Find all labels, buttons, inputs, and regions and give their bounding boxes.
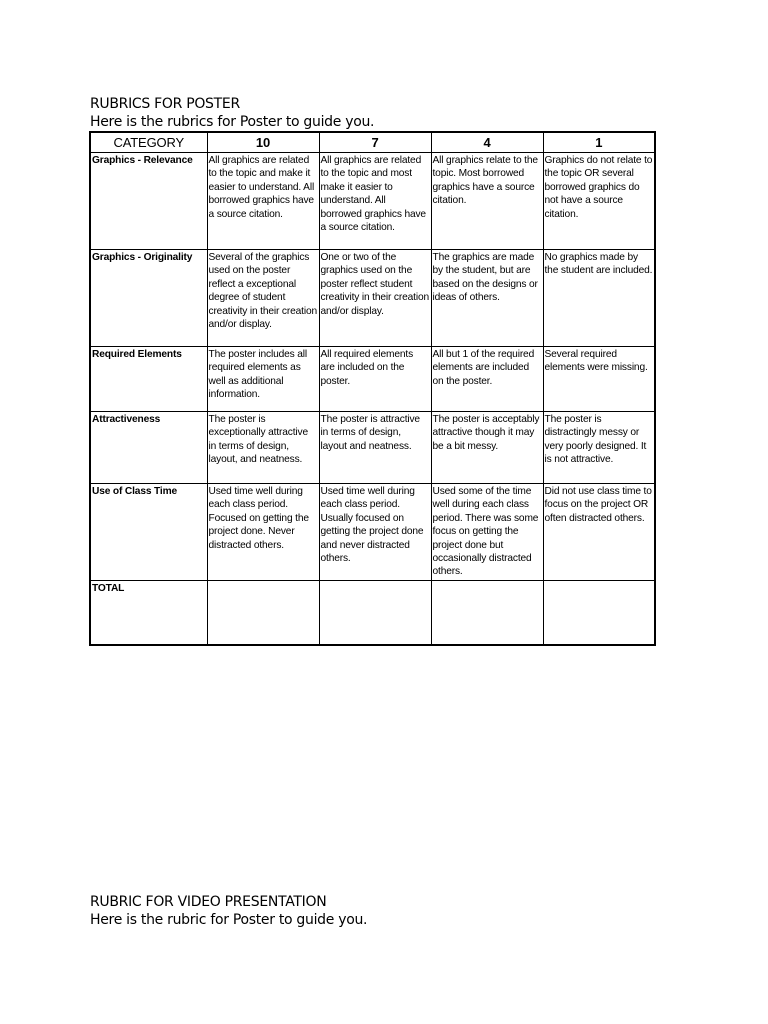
table-cell [207,581,319,646]
table-cell: All graphics are related to the topic and make it easier to understand. All borrowed graphics have a source citation. [207,153,319,250]
table-cell: The poster is exceptionally attractive in terms of design, layout, and neatness. [207,412,319,484]
header-score-4: 4 [431,132,543,153]
table-cell: All graphics are related to the topic and most make it easier to understand. All borrowed graphics have a source citation. [319,153,431,250]
row-category: Required Elements [90,347,207,412]
table-row [90,347,655,412]
table-cell: Used time well during each class period. Focused on getting the project done. Never distracted others. [207,484,319,581]
table-cell: All graphics relate to the topic. Most borrowed graphics have a source citation. [431,153,543,250]
table-cell: The poster is acceptably attractive though it may be a bit messy. [431,412,543,484]
header-score-7: 7 [319,132,431,153]
table-cell: No graphics made by the student are included. [543,250,655,347]
table-cell: The poster is distractingly messy or very poorly designed. It is not attractive. [543,412,655,484]
table-row [90,484,655,581]
header-row [90,132,655,153]
table-cell: Several required elements were missing. [543,347,655,412]
table-cell [431,581,543,646]
table-cell: All but 1 of the required elements are included on the poster. [431,347,543,412]
table-cell [319,581,431,646]
video-rubric-heading: RUBRIC FOR VIDEO PRESENTATION [90,894,327,910]
row-category: Attractiveness [90,412,207,484]
table-cell: Several of the graphics used on the poster reflect a exceptional degree of student creativity in their creation and/or display. [207,250,319,347]
table-cell: Did not use class time to focus on the project OR often distracted others. [543,484,655,581]
video-rubric-intro: Here is the rubric for Poster to guide you. [90,912,368,928]
table-cell: The graphics are made by the student, but are based on the designs or ideas of others. [431,250,543,347]
header-score-1: 1 [543,132,655,153]
table-cell: The poster is attractive in terms of design, layout and neatness. [319,412,431,484]
table-cell: One or two of the graphics used on the poster reflect student creativity in their creation and/or display. [319,250,431,347]
table-cell: The poster includes all required elements as well as additional information. [207,347,319,412]
table-cell [543,581,655,646]
table-cell: Used some of the time well during each class period. There was some focus on getting the project done but occasionally distracted others. [431,484,543,581]
row-category-total: TOTAL [90,581,207,646]
poster-rubric-heading: RUBRICS FOR POSTER [90,96,240,112]
header-score-10: 10 [207,132,319,153]
table-row [90,412,655,484]
poster-rubric-intro: Here is the rubrics for Poster to guide you. [90,114,375,130]
row-category: Graphics - Originality [90,250,207,347]
table-cell: All required elements are included on the poster. [319,347,431,412]
table-cell: Graphics do not relate to the topic OR several borrowed graphics do not have a source citation. [543,153,655,250]
table-row [90,250,655,347]
table-row [90,153,655,250]
table-row-total [90,581,655,646]
row-category: Use of Class Time [90,484,207,581]
header-category: CATEGORY [90,132,207,153]
poster-rubric-table [89,131,656,646]
row-category: Graphics - Relevance [90,153,207,250]
table-cell: Used time well during each class period. Usually focused on getting the project done and never distracted others. [319,484,431,581]
